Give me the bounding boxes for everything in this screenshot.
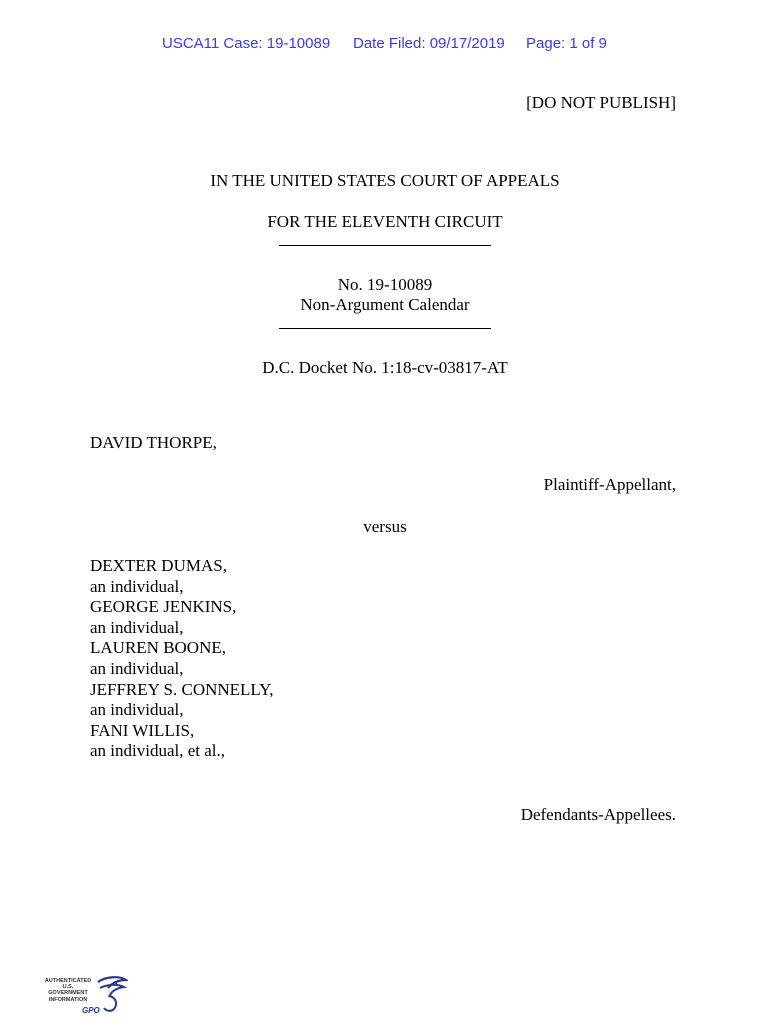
divider-line [279, 245, 491, 246]
appeal-number: No. 19-10089 [337, 275, 433, 294]
list-item: an individual, [90, 576, 184, 596]
date-filed-header: Date Filed: 09/17/2019 [353, 35, 505, 52]
circuit-name: FOR THE ELEVENTH CIRCUIT [267, 212, 503, 231]
list-item: an individual, [90, 617, 184, 637]
defendant-role: Defendants-Appellees. [520, 805, 676, 824]
versus-label: versus [363, 517, 407, 536]
docket-number: D.C. Docket No. 1:18-cv-03817-AT [262, 358, 508, 377]
divider-line [279, 328, 491, 329]
plaintiff-name: DAVID THORPE, [90, 433, 217, 452]
list-item: FANI WILLIS, [90, 720, 195, 740]
case-number-header: USCA11 Case: 19-10089 [162, 35, 331, 52]
court-name: IN THE UNITED STATES COURT OF APPEALS [210, 171, 560, 190]
list-item: DEXTER DUMAS, [90, 556, 227, 575]
plaintiff-role: Plaintiff-Appellant, [543, 475, 676, 494]
list-item: an individual, [90, 658, 184, 678]
list-item: LAUREN BOONE, [90, 638, 226, 658]
list-item: GEORGE JENKINS, [90, 597, 237, 617]
list-item: JEFFREY S. CONNELLY, [90, 679, 274, 699]
gpo-label: GPO [82, 1006, 100, 1015]
list-item: an individual, et al., [90, 741, 226, 761]
list-item: an individual, [90, 700, 184, 720]
calendar-type: Non-Argument Calendar [300, 295, 470, 314]
seal-text: AUTHENTICATED U.S. GOVERNMENT INFORMATION [44, 978, 92, 1003]
defendant-list [90, 556, 273, 762]
page-count-header: Page: 1 of 9 [526, 35, 607, 52]
gpo-authentication-seal [44, 970, 130, 1016]
publish-status: [DO NOT PUBLISH] [526, 93, 676, 112]
